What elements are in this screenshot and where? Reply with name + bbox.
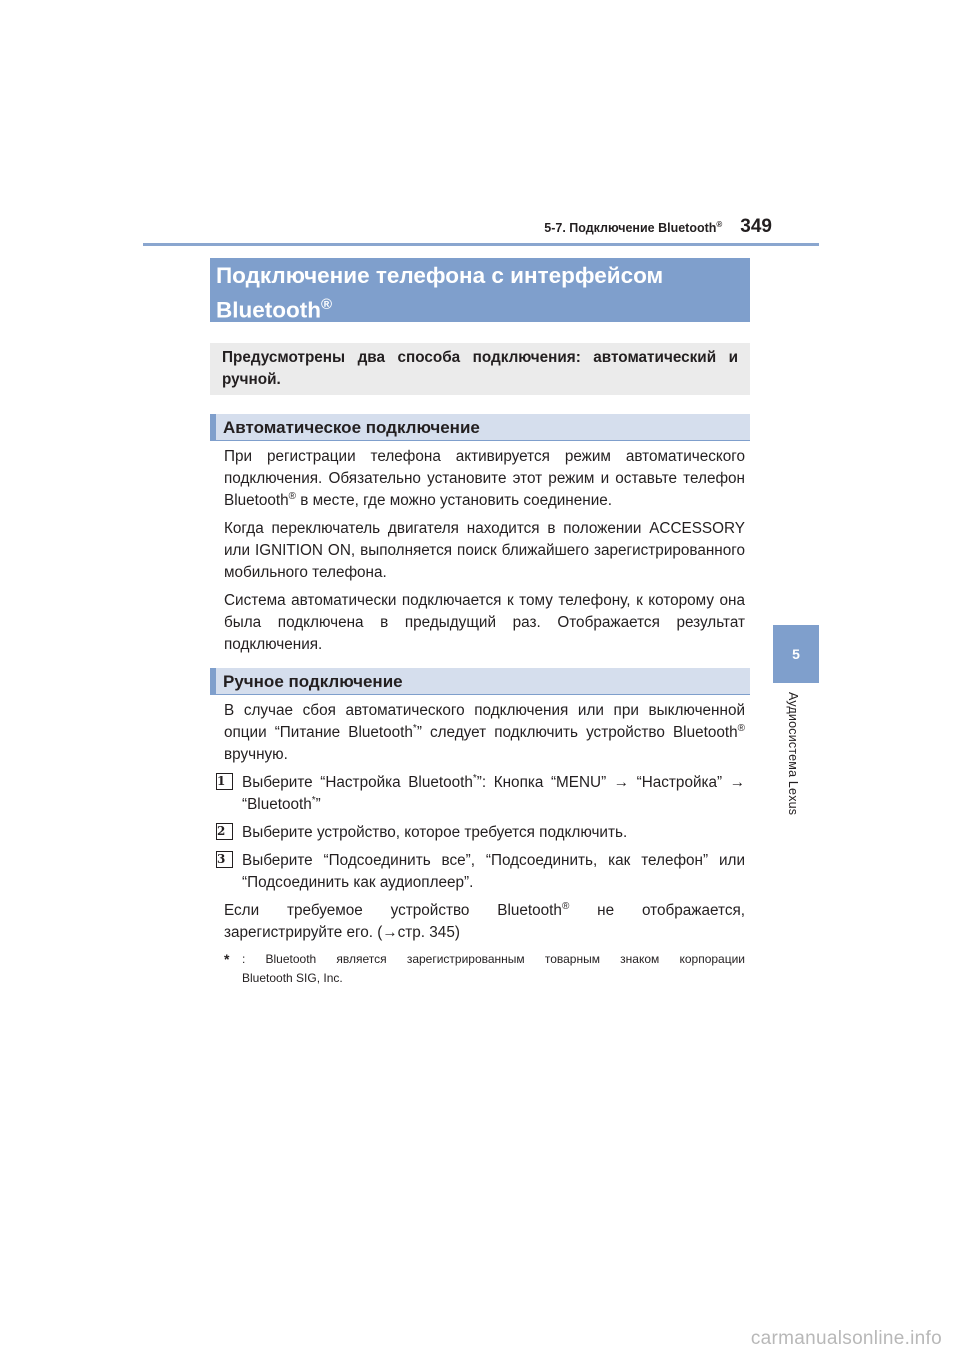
section-reference: 5-7. Подключение Bluetooth®: [544, 219, 723, 235]
footnote: [224, 950, 745, 988]
step-2: 2 Выберите устройство, которое требуется подключить.: [217, 824, 628, 841]
chapter-tab[interactable]: 5: [773, 625, 819, 683]
auto-paragraph-3: Система автоматически подключается к тому телефону, к которому она была подключена в предыдущий раз. Отображается результат подключения.: [224, 592, 745, 653]
intro-box: Предусмотрены два способа подключения: автоматический и ручной.: [210, 343, 750, 395]
auto-paragraph-1: При регистрации телефона активируется режим автоматического подключения. Обязательно установите этот режим и оставьте телефон Bluetooth® в месте, где можно установить соединение.: [224, 448, 745, 509]
header-rule: [143, 243, 819, 246]
title-line-1: Подключение телефона с интерфейсом: [216, 263, 664, 288]
manual-note: Если требуемое устройство Bluetooth® не отображается, зарегистрируйте его. (→стр. 345): [224, 900, 746, 941]
auto-paragraph-2: Когда переключатель двигателя находится в положении ACCESSORY или IGNITION ON, выполняется поиск ближайшего зарегистрированного мобильного телефона.: [224, 520, 745, 581]
manual-connection-body: [224, 700, 745, 772]
step-number-3: 3: [216, 851, 233, 868]
chapter-label: Аудиосистема Lexus: [786, 692, 800, 816]
step-number-2: 2: [216, 823, 233, 840]
page-number: 349: [740, 216, 772, 237]
auto-connection-heading: Автоматическое подключение: [210, 414, 750, 441]
running-header: [0, 216, 772, 240]
footnote-mark: *: [224, 951, 230, 967]
manual-connection-heading: Ручное подключение: [210, 668, 750, 695]
step-1: 1 Выберите “Настройка Bluetooth*”: Кнопка “MENU” → “Настройка” → “Bluetooth*”: [217, 772, 745, 813]
footnote-line-2: Bluetooth SIG, Inc.: [242, 971, 343, 985]
title-line-2: Bluetooth®: [216, 296, 333, 323]
step-list: [217, 772, 745, 894]
page-title: [210, 258, 750, 322]
watermark: carmanualsonline.info: [750, 1328, 942, 1349]
auto-connection-body: [224, 446, 745, 662]
step-3: 3 Выберите “Подсоединить все”, “Подсоединить, как телефон” или “Подсоединить как аудиоплеер”.: [217, 852, 745, 891]
manual-paragraph-1: В случае сбоя автоматического подключения или при выключенной опции “Питание Bluetooth*” следует подключить устройство Bluetooth® вручную.: [224, 702, 745, 763]
step-number-1: 1: [216, 773, 233, 790]
footnote-line-1: : Bluetooth является зарегистрированным товарным знаком корпорации: [242, 952, 745, 966]
